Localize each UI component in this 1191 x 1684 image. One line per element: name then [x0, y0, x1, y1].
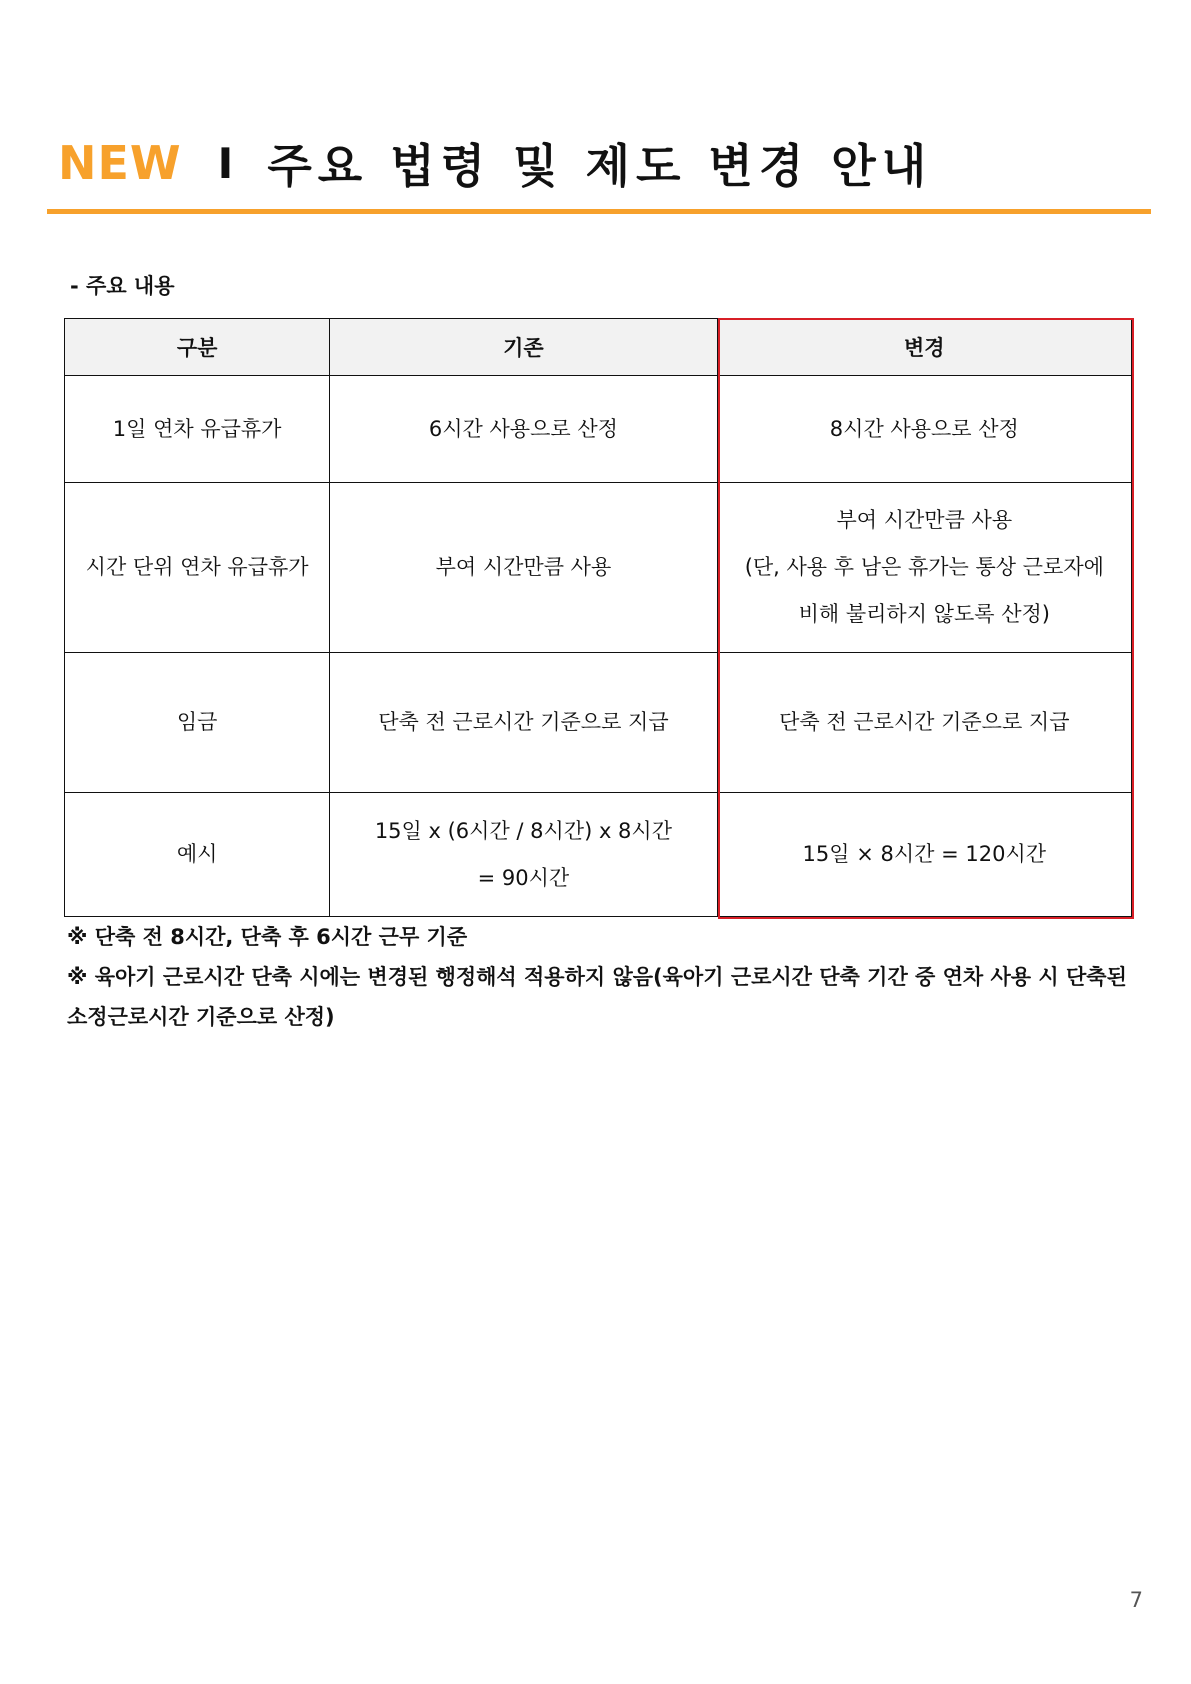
- footnotes: [67, 917, 1142, 1037]
- table-row: [65, 483, 1132, 653]
- header-category: 구분: [65, 319, 330, 376]
- cell-after: [717, 483, 1131, 653]
- cell-category: [65, 376, 330, 483]
- cell-text: 시간 단위 연차 유급휴가: [85, 555, 309, 579]
- cell-text: 부여 시간만큼 사용: [836, 508, 1013, 532]
- new-badge: NEW: [58, 136, 182, 190]
- table-row: [65, 653, 1132, 793]
- cell-text: 15일 × 8시간 = 120시간: [802, 842, 1047, 866]
- header-after: 변경: [717, 319, 1131, 376]
- cell-text: (단, 사용 후 남은 휴가는 통상 근로자에: [744, 555, 1104, 579]
- cell-category: [65, 653, 330, 793]
- title-underline: [47, 209, 1151, 214]
- cell-before: [330, 483, 717, 653]
- cell-before: [330, 653, 717, 793]
- cell-text: 부여 시간만큼 사용: [435, 555, 612, 579]
- cell-after: [717, 793, 1131, 917]
- footnote: ※ 육아기 근로시간 단축 시에는 변경된 행정해석 적용하지 않음(육아기 근로시간 단축 기간 중 연차 사용 시 단축된 소정근로시간 기준으로 산정): [67, 965, 1127, 1029]
- cell-text: 예시: [176, 842, 218, 866]
- cell-before: [330, 376, 717, 483]
- footnote: ※ 단축 전 8시간, 단축 후 6시간 근무 기준: [67, 925, 468, 949]
- table-row: [65, 793, 1132, 917]
- cell-before: [330, 793, 717, 917]
- cell-text: 8시간 사용으로 산정: [829, 416, 1019, 441]
- comparison-table: [64, 318, 1132, 917]
- cell-text: 1일 연차 유급휴가: [112, 416, 282, 441]
- cell-text: = 90시간: [477, 865, 570, 890]
- cell-category: [65, 793, 330, 917]
- header-before: 기존: [330, 319, 717, 376]
- title-text: 주요 법령 및 제도 변경 안내: [267, 139, 933, 193]
- cell-text: 단축 전 근로시간 기준으로 지급: [779, 710, 1070, 734]
- table-header-row: [65, 319, 1132, 376]
- cell-text: 단축 전 근로시간 기준으로 지급: [378, 710, 669, 734]
- title-separator: I: [217, 138, 234, 188]
- cell-text: 임금: [176, 710, 218, 734]
- cell-after: [717, 376, 1131, 483]
- cell-text: 6시간 사용으로 산정: [428, 416, 618, 441]
- cell-category: [65, 483, 330, 653]
- section-subheading: - 주요 내용: [70, 274, 175, 298]
- page-number: 7: [1129, 1588, 1143, 1612]
- cell-after: [717, 653, 1131, 793]
- page-title: [58, 128, 932, 198]
- cell-text: 비해 불리하지 않도록 산정): [798, 602, 1050, 626]
- table-row: [65, 376, 1132, 483]
- cell-text: 15일 x (6시간 / 8시간) x 8시간: [374, 818, 672, 843]
